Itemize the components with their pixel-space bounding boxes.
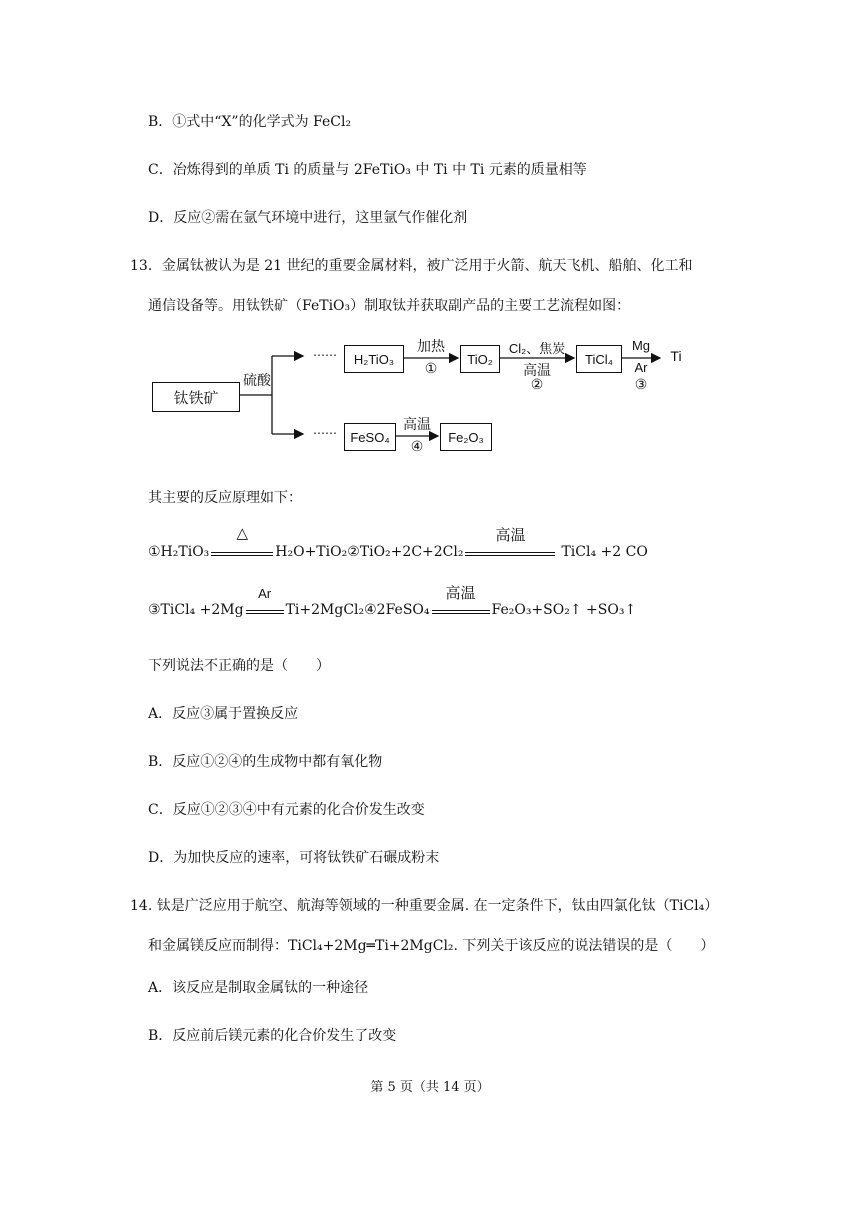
step3-number: ③ xyxy=(634,376,648,392)
tio2-box: TiO₂ xyxy=(460,345,500,373)
process-flow-diagram xyxy=(140,330,700,460)
feso4-box: FeSO₄ xyxy=(344,423,396,451)
eq3-condition xyxy=(246,586,284,620)
option-d-prev: D．反应②需在氩气环境中进行，这里氩气作催化剂 xyxy=(148,210,468,226)
q13-option-b: B．反应①②④的生成物中都有氧化物 xyxy=(148,754,383,770)
q13-option-a: A．反应③属于置换反应 xyxy=(148,706,299,722)
eq4-condition xyxy=(432,585,490,620)
eq4-left: ④2FeSO₄ xyxy=(364,602,430,618)
q13-option-d: D．为加快反应的速率，可将钛铁矿石碾成粉末 xyxy=(148,850,440,866)
principle-title: 其主要的反应原理如下： xyxy=(148,490,302,506)
eq2-equals xyxy=(465,552,555,556)
q13-stem-line2: 通信设备等。用钛铁矿（FeTiO₃）制取钛并获取副产品的主要工艺流程如图： xyxy=(148,298,631,314)
eq3-left: ③TiCl₄ +2Mg xyxy=(148,602,244,618)
eq1-condition xyxy=(211,525,273,562)
heat-symbol: △ xyxy=(236,525,249,542)
equation-row-1 xyxy=(148,525,648,562)
eq1-equals xyxy=(211,552,273,556)
eq3-argon: Ar xyxy=(258,586,272,601)
q14-stem-line1: 14. 钛是广泛应用于航空、航海等领域的一种重要金属. 在一定条件下，钛由四氯化钛（TiCl₄） xyxy=(130,898,719,914)
dots-top: ⋯⋯ xyxy=(313,348,337,362)
sulfuric-acid-label: 硫酸 xyxy=(243,372,271,388)
dots-bottom: ⋯⋯ xyxy=(313,426,337,440)
step1-condition: 加热 xyxy=(417,338,445,354)
fe2o3-box: Fe₂O₃ xyxy=(440,423,492,451)
q13-prompt: 下列说法不正确的是（ ） xyxy=(148,658,330,674)
q14-option-b: B．反应前后镁元素的化合价发生了改变 xyxy=(148,1028,397,1044)
option-b-prev: B．①式中“X”的化学式为 FeCl₂ xyxy=(148,114,352,130)
ticl4-box: TiCl₄ xyxy=(576,345,622,373)
eq4-equals xyxy=(432,610,490,614)
eq2-high-temp: 高温 xyxy=(495,527,526,544)
h2tio3-box: H₂TiO₃ xyxy=(344,345,404,373)
q14-stem-line2: 和金属镁反应而制得：TiCl₄+2Mg═Ti+2MgCl₂. 下列关于该反应的说法错误的是（ ） xyxy=(148,938,715,954)
page-footer: 第 5 页（共 14 页） xyxy=(370,1080,490,1095)
eq1-right: H₂O+TiO₂ xyxy=(275,544,348,560)
eq2-right: TiCl₄ +2 CO xyxy=(561,544,648,560)
step2-number: ② xyxy=(530,376,544,392)
step2-reagents: Cl₂、焦炭 xyxy=(508,341,566,356)
eq2-condition xyxy=(465,527,555,562)
q14-option-a: A．该反应是制取金属钛的一种途径 xyxy=(148,980,369,996)
eq3-equals xyxy=(246,610,284,614)
titanium-product: Ti xyxy=(670,348,682,364)
equation-row-2 xyxy=(148,585,637,620)
q13-option-c: C．反应①②③④中有元素的化合价发生改变 xyxy=(148,802,425,818)
step2-condition: 高温 xyxy=(523,362,551,378)
eq1-left: ①H₂TiO₃ xyxy=(148,544,210,560)
step1-number: ① xyxy=(424,360,438,376)
step4-condition: 高温 xyxy=(403,416,431,432)
step3-atmosphere: Ar xyxy=(634,360,648,375)
ilmenite-box: 钛铁矿 xyxy=(152,382,240,412)
step3-reagent: Mg xyxy=(631,338,651,353)
eq4-high-temp: 高温 xyxy=(445,585,476,602)
eq2-left: ②TiO₂+2C+2Cl₂ xyxy=(347,544,464,560)
option-c-prev: C．冶炼得到的单质 Ti 的质量与 2FeTiO₃ 中 Ti 中 Ti 元素的质量相等 xyxy=(148,162,587,178)
q13-stem-line1: 13．金属钛被认为是 21 世纪的重要金属材料，被广泛用于火箭、航天飞机、船舶、化工和 xyxy=(130,258,693,274)
eq3-right: Ti+2MgCl₂ xyxy=(285,602,365,618)
step4-number: ④ xyxy=(410,438,424,454)
eq4-right: Fe₂O₃+SO₂↑ +SO₃↑ xyxy=(491,602,637,618)
